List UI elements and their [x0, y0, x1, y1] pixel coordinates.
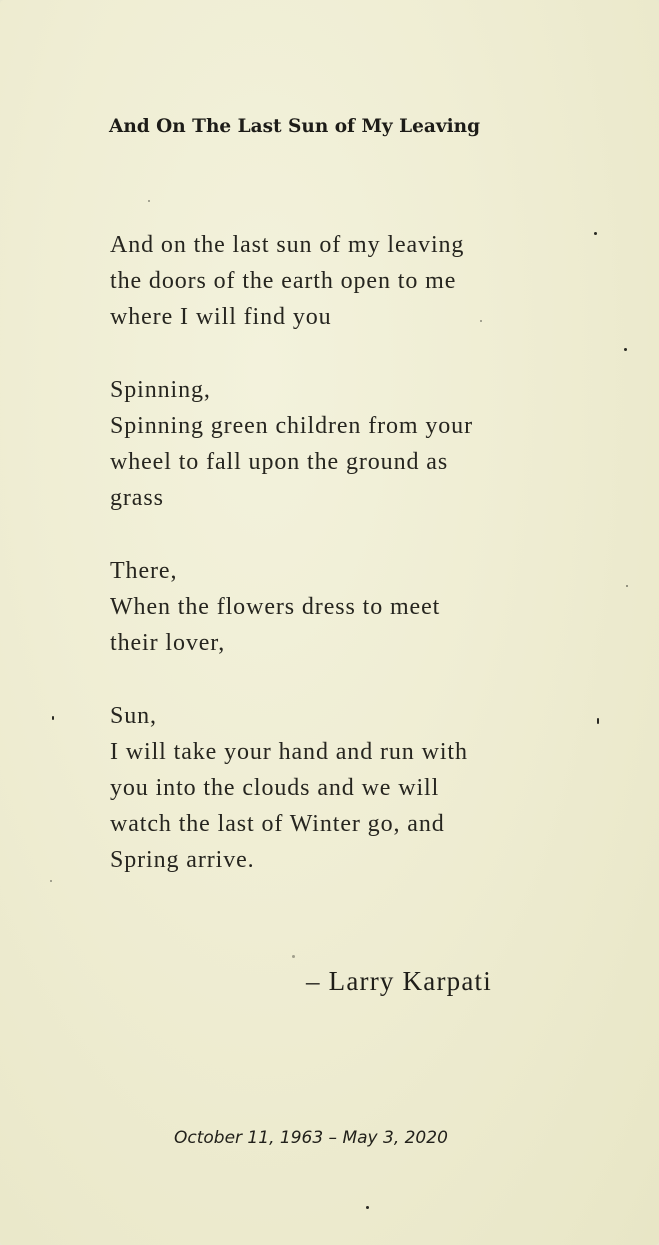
life-dates: October 11, 1963 – May 3, 2020 — [174, 1128, 448, 1148]
stanza — [110, 227, 590, 336]
poem-line: grass — [110, 485, 164, 512]
poem-line: Sun, — [110, 702, 157, 729]
poem-line: watch the last of Winter go, and — [110, 811, 445, 838]
paper-speck — [148, 200, 150, 202]
paper-speck — [480, 320, 482, 322]
paper-speck — [626, 585, 628, 587]
poem-line: their lover, — [110, 630, 226, 657]
poem-line: I will take your hand and run with — [110, 738, 468, 765]
poem-line: And on the last sun of my leaving — [110, 232, 465, 258]
paper-speck — [594, 232, 597, 235]
poem-line: where I will find you — [110, 304, 332, 331]
stanza — [110, 372, 590, 517]
poem-line: Spinning green children from your — [110, 413, 473, 439]
poem-line: Spring arrive. — [110, 847, 255, 874]
paper-speck — [366, 1206, 369, 1209]
paper-speck — [292, 955, 295, 958]
poem-line: When the flowers dress to meet — [110, 594, 441, 620]
author-signature: – Larry Karpati — [306, 966, 492, 996]
stanza — [110, 553, 590, 662]
poem-line: wheel to fall upon the ground as — [110, 449, 449, 476]
paper-speck — [52, 716, 54, 720]
poem-line: Spinning, — [110, 376, 211, 403]
poem-title: And On The Last Sun of My Leaving — [109, 116, 481, 137]
poem-line: you into the clouds and we will — [110, 775, 440, 801]
paper-speck — [597, 718, 599, 724]
poem-line: There, — [110, 557, 178, 584]
stanza — [110, 698, 590, 879]
poem-line: the doors of the earth open to me — [110, 268, 457, 295]
poem-body — [110, 227, 590, 915]
paper-speck — [50, 880, 52, 882]
paper-speck — [624, 348, 627, 351]
